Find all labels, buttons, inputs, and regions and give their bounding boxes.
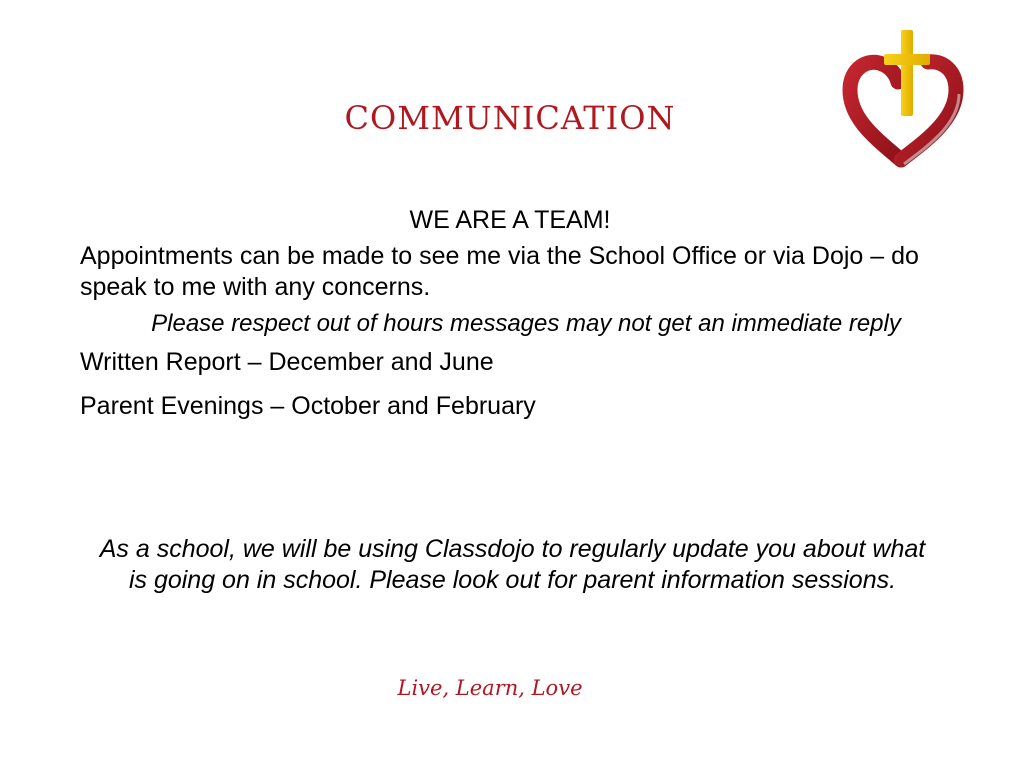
slide-title: communication: [344, 86, 676, 140]
school-motto: Live, Learn, Love: [397, 676, 583, 700]
classdojo-announcement: As a school, we will be using Classdojo to regularly update you about what is going on in school. Please look out for parent information sessions.: [99, 535, 926, 594]
content-body: [80, 205, 940, 435]
parent-evenings-text: Parent Evenings – October and February: [80, 392, 536, 420]
out-of-hours-note: Please respect out of hours messages may not get an immediate reply: [151, 310, 901, 337]
team-heading: WE ARE A TEAM!: [409, 206, 611, 234]
written-report-text: Written Report – December and June: [80, 348, 494, 376]
heart-cross-icon: [838, 28, 968, 168]
appointments-text: Appointments can be made to see me via the School Office or via Dojo – do speak to me with any concerns.: [80, 242, 919, 301]
